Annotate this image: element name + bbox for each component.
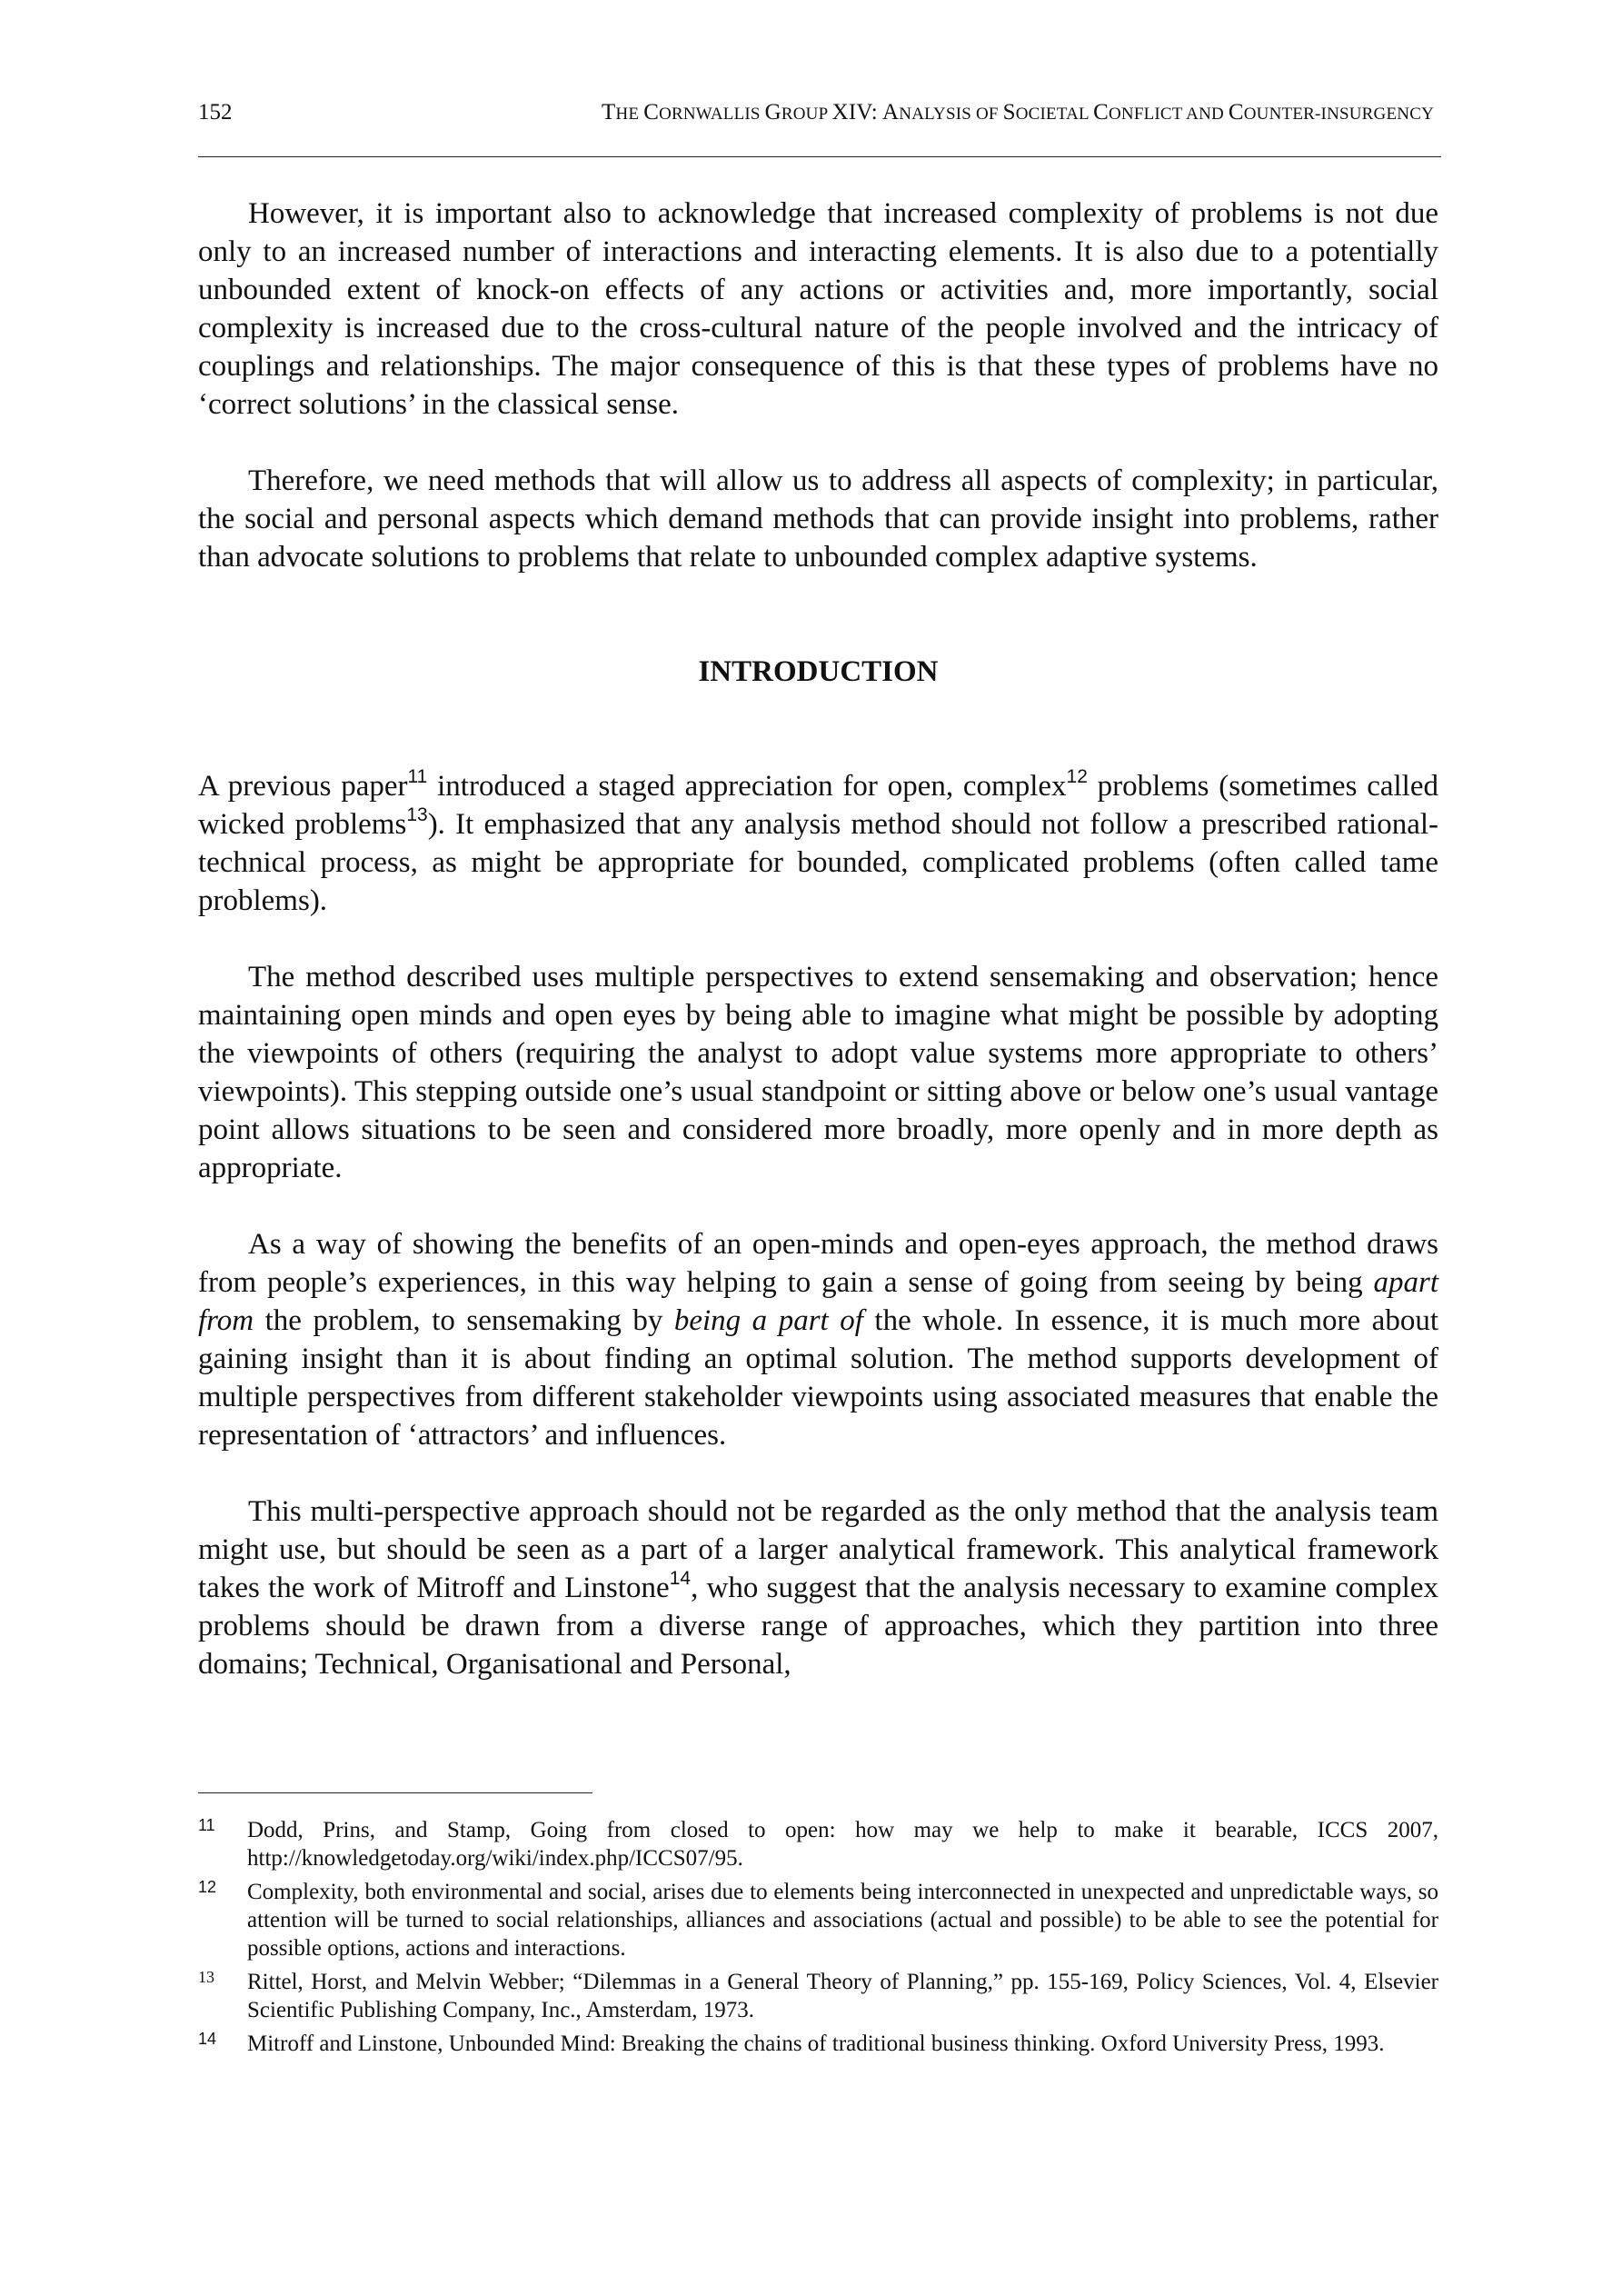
footnote (198, 1816, 1438, 1872)
running-title-part: G (764, 100, 781, 125)
paragraph-text: This multi-perspective approach should not be regarded as the only method that the analysis team might use, but should be seen as a part of a larger analytical framework. This analytical framework takes the work of Mitroff and Linstone (198, 1495, 1438, 1604)
paragraph (198, 767, 1438, 920)
paragraph: Therefore, we need methods that will allow us to address all aspects of complexity; in particular, the social and personal aspects which demand methods that can provide insight into problems, rather than advocate solutions to problems that relate to unbounded complex adaptive systems. (198, 464, 1438, 574)
paragraph (198, 1492, 1438, 1683)
paragraph-text: ). It emphasized that any analysis method should not follow a prescribed rational-technical process, as might be appropriate for bounded, complicated problems (often called tame problems). (198, 808, 1438, 917)
footnote-text: Complexity, both environmental and social, arises due to elements being interconnected in unexpected and unpredictable ways, so attention will be turned to social relationships, alliances and associations (actual and possible) to be able to see the potential for possible options, actions and interactions. (247, 1880, 1438, 1961)
paragraph-text: problems (sometimes called wicked problems (198, 770, 1438, 841)
running-title-part: C (643, 100, 660, 125)
running-title-part: XIV: A (831, 100, 900, 125)
running-title-part: S (1002, 100, 1016, 125)
footnote (198, 1878, 1438, 1962)
section-heading: INTRODUCTION (698, 655, 939, 688)
emphasis: apart from (198, 1266, 1438, 1337)
footnote-number: 12 (198, 1878, 217, 1896)
footnote-text: Mitroff and Linstone, Unbounded Mind: Breaking the chains of traditional business thinking. Oxford University Press, 1993. (247, 2031, 1385, 2056)
running-title-part: OUNTER-INSURGENCY (1243, 105, 1434, 124)
paragraph-text: , who suggest that the analysis necessary to examine complex problems should be drawn from a diverse range of approaches, which they partition into three domains; Technical, Organisational and Personal, (198, 1572, 1438, 1681)
running-title-part: C (1093, 100, 1109, 125)
paragraph: The method described uses multiple perspectives to extend sensemaking and observation; hence maintaining open minds and open eyes by being able to imagine what might be possible by adopting the viewpoints of others (requiring the analyst to adopt value systems more appropriate to others’ viewpoints). This stepping outside one’s usual standpoint or sitting above or below one’s usual vantage point allows situations to be seen and considered more broadly, more openly and in more depth as appropriate. (198, 961, 1438, 1184)
footnote-text: Rittel, Horst, and Melvin Webber; “Dilemmas in a General Theory of Planning,” pp. 155-169, Policy Sciences, Vol. 4, Elsevier Scientific Publishing Company, Inc., Amsterdam, 1973. (247, 1970, 1438, 2022)
running-title-part: NALYSIS OF (899, 105, 1003, 124)
footnote-rule (198, 1792, 592, 1793)
paragraph: However, it is important also to acknowledge that increased complexity of problems is not due only to an increased number of interactions and interacting elements. It is also due to a potentially unbounded extent of knock-on effects of any actions or activities and, more importantly, social complexity is increased due to the cross-cultural nature of the people involved and the intricacy of couplings and relationships. The major consequence of this is that these types of problems have no ‘correct solutions’ in the classical sense. (198, 197, 1438, 421)
footnote-reference: 14 (669, 1568, 692, 1589)
running-header (198, 96, 1441, 129)
footnote-number: 13 (198, 1968, 214, 1986)
footnotes (198, 1816, 1438, 2063)
footnote-number: 14 (198, 2030, 217, 2048)
paragraph (198, 1225, 1438, 1454)
running-title-part: ROUP (781, 105, 832, 124)
footnote-reference: 11 (407, 766, 428, 787)
page-number: 152 (198, 100, 233, 125)
paragraph-text: As a way of showing the benefits of an open-minds and open-eyes approach, the method draws from people’s experiences, in this way helping to gain a sense of going from seeing by being (198, 1228, 1438, 1299)
running-title-part: C (1228, 100, 1244, 125)
running-title-part: HE (615, 105, 644, 124)
footnote-reference: 12 (1066, 766, 1088, 787)
header-rule (198, 156, 1441, 157)
emphasis: being a part of (673, 1304, 863, 1337)
footnote-reference: 13 (406, 804, 428, 825)
paragraph-text: introduced a staged appreciation for open, complex (427, 770, 1067, 803)
footnote-number: 11 (198, 1816, 215, 1834)
running-title-part: OCIETAL (1015, 105, 1094, 124)
body-text (198, 195, 1438, 1722)
footnote (198, 2030, 1438, 2058)
footnote-text: Dodd, Prins, and Stamp, Going from closed to open: how may we help to make it bearable, ICCS 2007, http://knowledgetoday.org/wiki/index.php/ICCS07/95. (247, 1818, 1438, 1871)
paragraph-text: the whole. In essence, it is much more about gaining insight than it is about finding an optimal solution. The method supports development of multiple perspectives from different stakeholder viewpoints using associated measures that enable the representation of ‘attractors’ and influences. (198, 1304, 1438, 1452)
running-title-part: ORNWALLIS (659, 105, 765, 124)
footnote (198, 1968, 1438, 2024)
paragraph-text: A previous paper (198, 770, 408, 803)
running-title-part: ONFLICT AND (1108, 105, 1229, 124)
running-title-part: T (602, 100, 616, 125)
running-title (602, 96, 1434, 131)
paragraph-text: the problem, to sensemaking by (254, 1304, 674, 1337)
